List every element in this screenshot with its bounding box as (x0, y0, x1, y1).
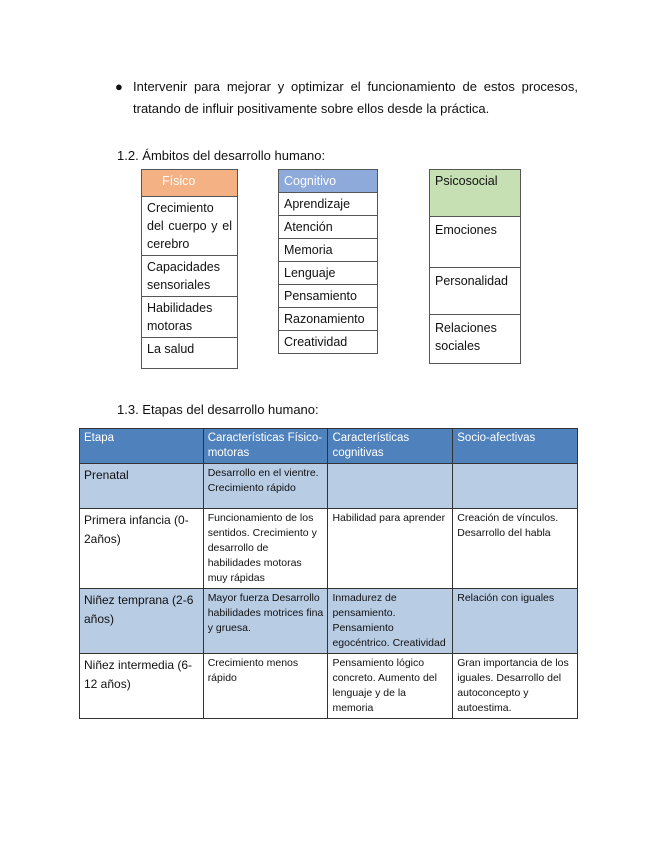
ambito-psicosocial-item: Emociones (430, 217, 521, 268)
ambito-cognitivo-item: Razonamiento (279, 308, 378, 331)
cognitivo-cell: Pensamiento lógico concreto. Aumento del lenguaje y de la memoria (328, 654, 453, 719)
etapas-header-cell: Etapa (80, 429, 204, 464)
cognitivo-cell (328, 464, 453, 509)
cognitivo-cell: Habilidad para aprender (328, 509, 453, 589)
section-heading-ambitos: 1.2. Ámbitos del desarrollo humano: (117, 148, 326, 163)
etapas-header-row (80, 429, 578, 464)
etapa-cell: Prenatal (80, 464, 204, 509)
etapa-cell: Niñez intermedia (6-12 años) (80, 654, 204, 719)
socio-cell: Relación con iguales (453, 589, 578, 654)
ambito-psicosocial-header: Psicosocial (430, 170, 521, 217)
etapa-cell: Primera infancia (0-2años) (80, 509, 204, 589)
etapas-row (80, 654, 578, 719)
ambito-psicosocial-item: Personalidad (430, 268, 521, 315)
ambito-cognitivo-item: Pensamiento (279, 285, 378, 308)
cognitivo-cell: Inmadurez de pensamiento. Pensamiento egocéntrico. Creatividad (328, 589, 453, 654)
ambito-cognitivo-table (278, 169, 378, 354)
ambito-cognitivo-item: Aprendizaje (279, 193, 378, 216)
ambito-cognitivo-item: Atención (279, 216, 378, 239)
etapas-row (80, 464, 578, 509)
ambito-fisico-table (141, 169, 238, 369)
etapas-header-cell: Socio-afectivas (453, 429, 578, 464)
ambito-fisico-item: La salud (142, 338, 238, 369)
bullet-paragraph (115, 76, 578, 120)
ambito-psicosocial-item: Relaciones sociales (430, 315, 521, 364)
bullet-text: Intervenir para mejorar y optimizar el funcionamiento de estos procesos, tratando de influir positivamente sobre ellos desde la práctica. (133, 79, 578, 116)
socio-cell: Creación de vínculos. Desarrollo del habla (453, 509, 578, 589)
socio-cell: Gran importancia de los iguales. Desarrollo del autoconcepto y autoestima. (453, 654, 578, 719)
fisico-cell: Desarrollo en el vientre. Crecimiento rápido (203, 464, 328, 509)
socio-cell (453, 464, 578, 509)
section-heading-etapas: 1.3. Etapas del desarrollo humano: (117, 402, 319, 417)
ambito-fisico-header: Físico (142, 170, 238, 197)
etapas-table (79, 428, 578, 719)
etapas-header-cell: Características cognitivas (328, 429, 453, 464)
etapas-row (80, 509, 578, 589)
ambito-cognitivo-item: Lenguaje (279, 262, 378, 285)
fisico-cell: Mayor fuerza Desarrollo habilidades motrices fina y gruesa. (203, 589, 328, 654)
ambito-cognitivo-item: Memoria (279, 239, 378, 262)
fisico-cell: Crecimiento menos rápido (203, 654, 328, 719)
etapa-cell: Niñez temprana (2-6 años) (80, 589, 204, 654)
etapas-row (80, 589, 578, 654)
ambito-fisico-item: Habilidades motoras (142, 297, 238, 338)
ambito-cognitivo-header: Cognitivo (279, 170, 378, 193)
fisico-cell: Funcionamiento de los sentidos. Crecimiento y desarrollo de habilidades motoras muy rápidas (203, 509, 328, 589)
etapas-header-cell: Características Físico-motoras (203, 429, 328, 464)
ambito-fisico-item: Crecimiento del cuerpo y el cerebro (142, 197, 238, 256)
bullet-dot-icon: ● (115, 79, 123, 94)
ambito-fisico-item: Capacidades sensoriales (142, 256, 238, 297)
ambito-psicosocial-table (429, 169, 521, 364)
ambito-cognitivo-item: Creatividad (279, 331, 378, 354)
